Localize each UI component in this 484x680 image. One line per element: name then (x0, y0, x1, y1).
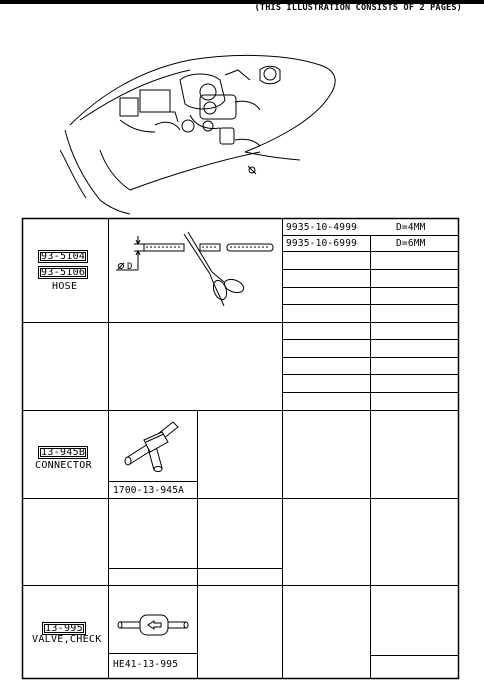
hose-size-2: D=6MM (396, 238, 426, 249)
part-name-hose: HOSE (52, 281, 78, 292)
check-valve-diagram (116, 606, 190, 646)
connector-diagram (118, 420, 188, 478)
connector-part-number: 1700-13-945A (113, 485, 185, 496)
engine-bay-illustration (60, 40, 380, 215)
hose-size-1: D=4MM (396, 222, 426, 233)
hose-part-number-1: 9935-10-4999 (286, 222, 358, 233)
header-note: (THIS ILLUSTRATION CONSISTS OF 2 PAGES) (254, 3, 462, 13)
part-code-hose-6mm: 93-5106 (38, 266, 88, 279)
hose-diagram (112, 226, 280, 318)
part-code-check-valve: 13-995 (42, 622, 86, 635)
part-name-connector: CONNECTOR (35, 460, 92, 471)
part-name-check-valve: VALVE,CHECK (32, 634, 102, 645)
hose-part-number-2: 9935-10-6999 (286, 238, 358, 249)
dimension-label: D (127, 262, 133, 272)
part-code-hose-4mm: 93-5104 (38, 250, 88, 263)
part-code-connector: 13-945B (38, 446, 88, 459)
check-valve-part-number: HE41-13-995 (113, 659, 179, 670)
